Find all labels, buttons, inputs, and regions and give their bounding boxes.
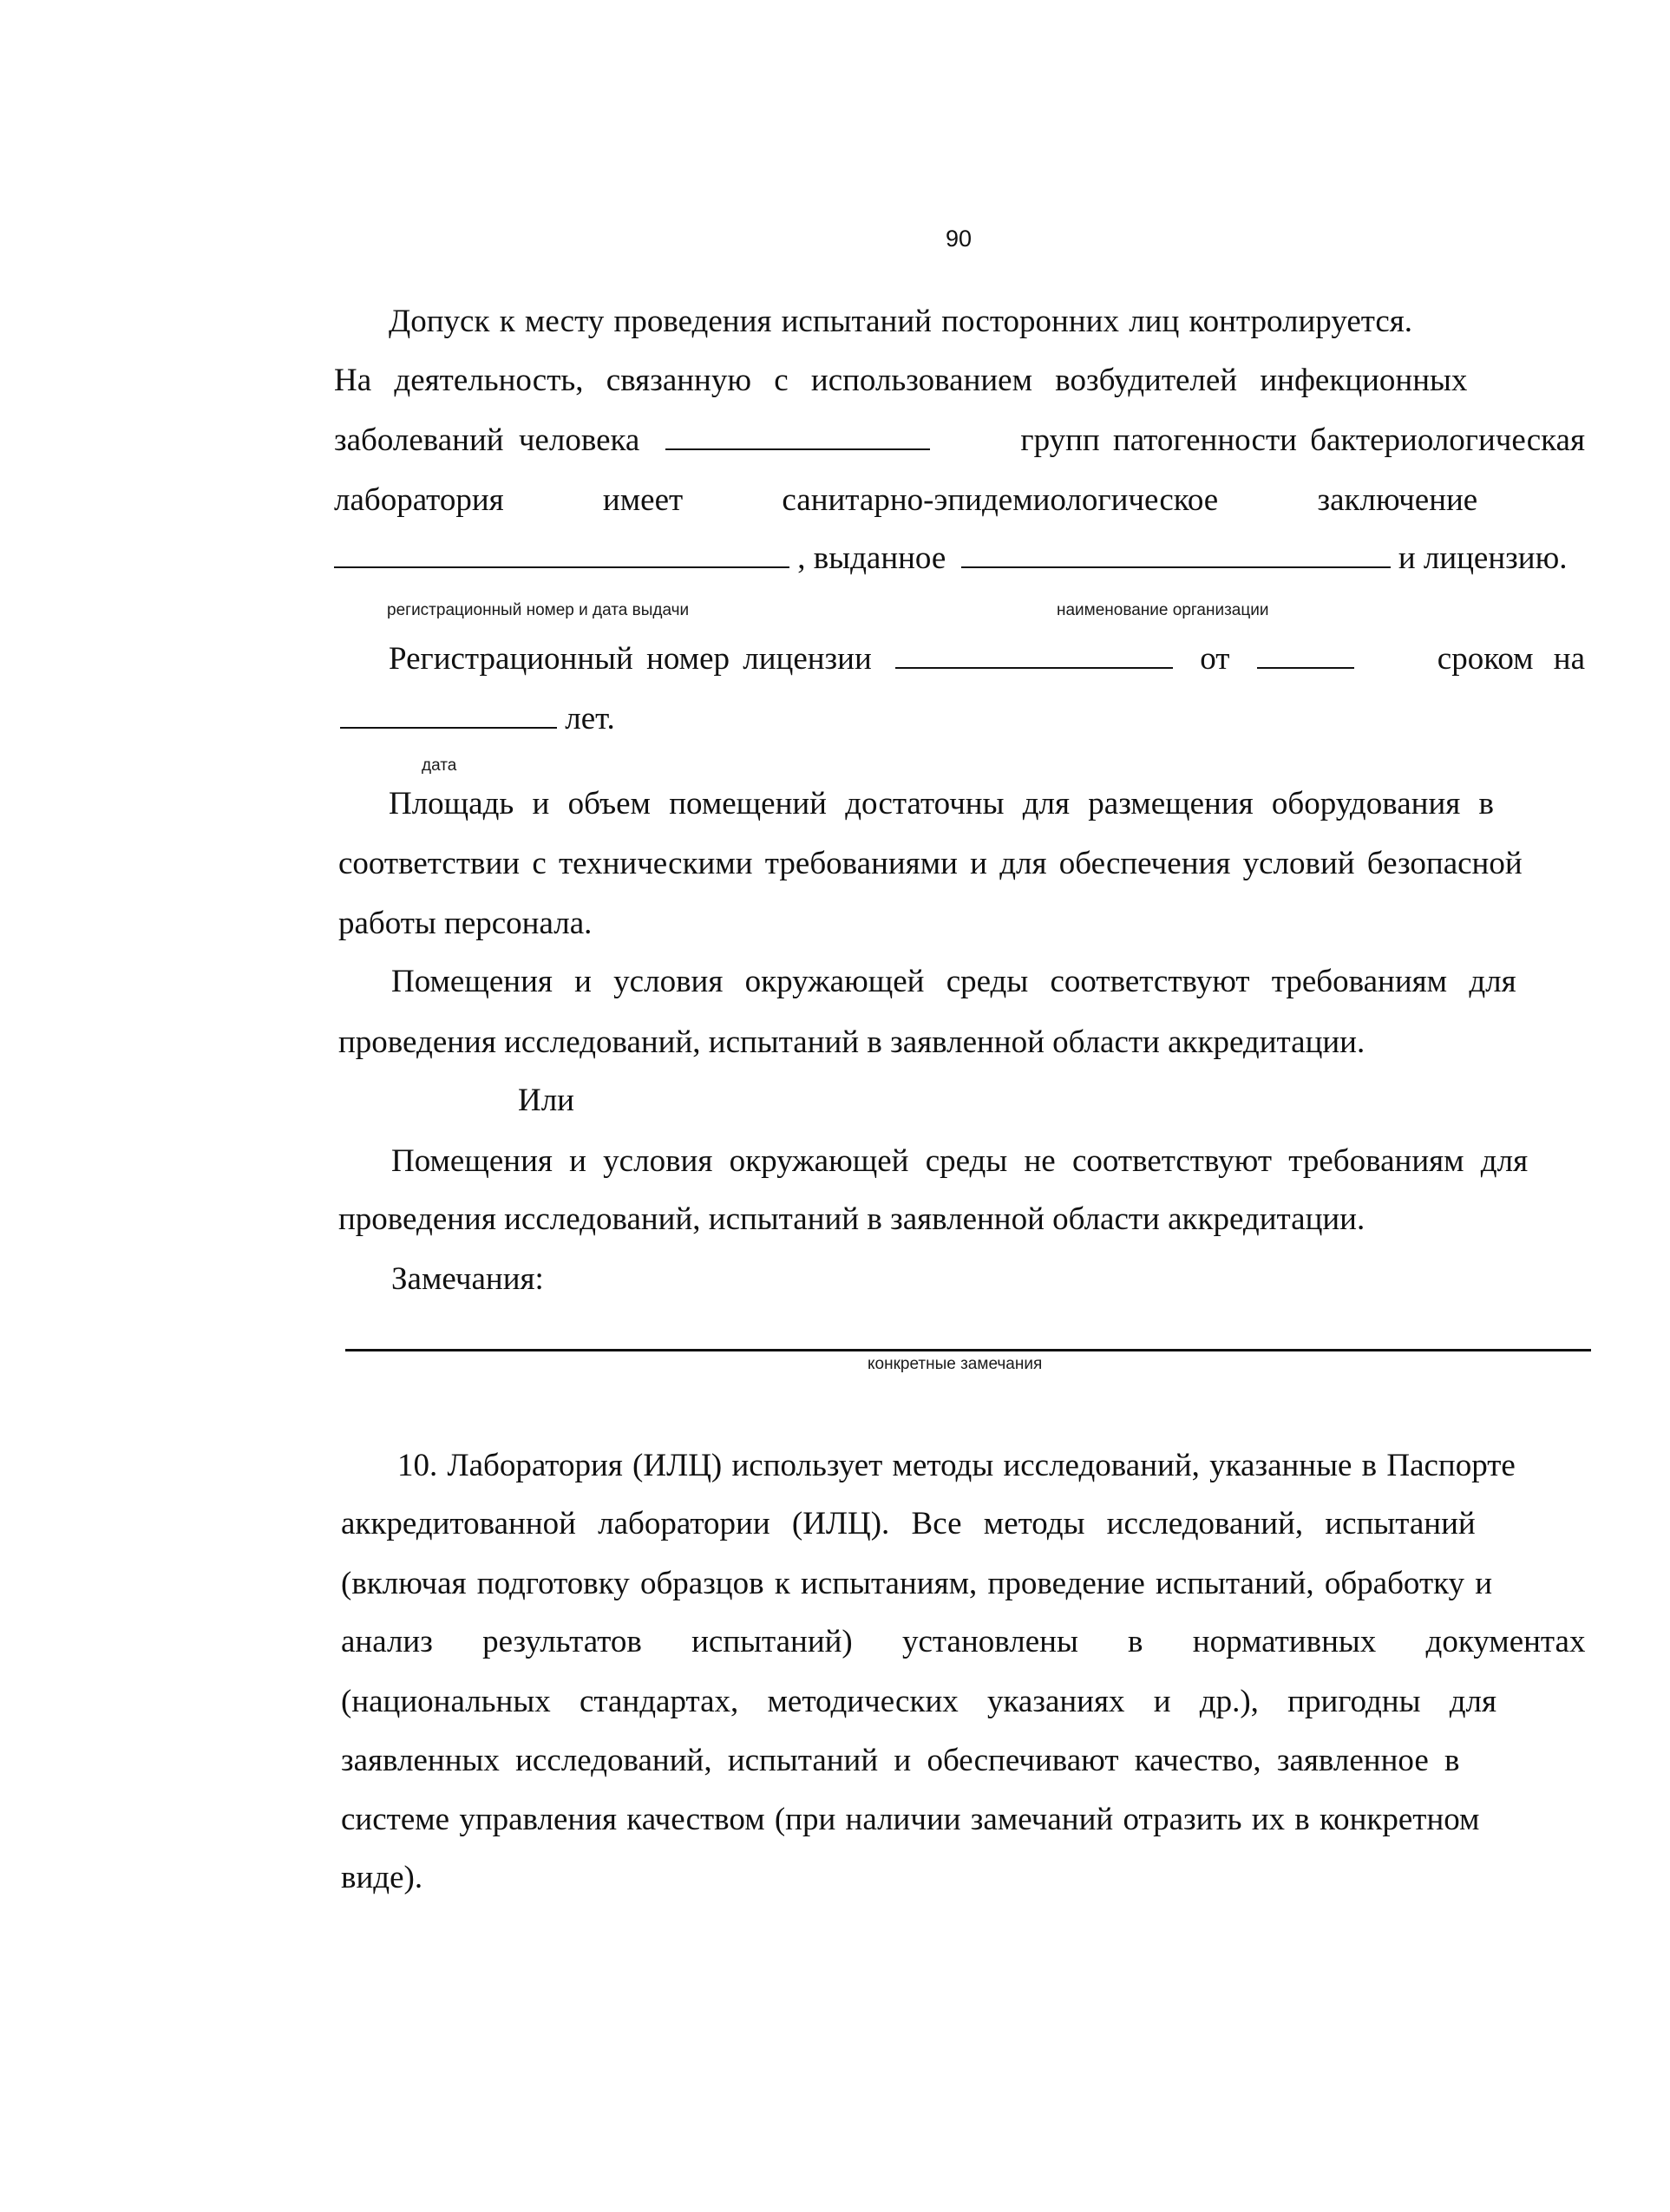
organization-name-blank — [961, 563, 1391, 568]
license-label: и лицензию. — [1398, 540, 1568, 576]
remarks-caption: конкретные замечания — [868, 1355, 1043, 1373]
remarks-rule — [345, 1349, 1591, 1351]
issued-by-label: , выданное — [797, 540, 946, 576]
years-label: лет. — [565, 701, 615, 736]
license-from-label: от — [1200, 641, 1230, 677]
premises-p3-line1: Помещения и условия окружающей среды не соответствуют требованиям для — [391, 1143, 1529, 1179]
license-number-label: Регистрационный номер лицензии — [389, 641, 872, 677]
registration-number-blank — [334, 563, 789, 568]
premises-p1-line2: соответствии с техническими требованиями и для обеспечения условий безопасной — [338, 846, 1523, 881]
years-line — [340, 703, 615, 735]
term-years-blank — [340, 723, 557, 729]
conclusion-line — [334, 484, 1585, 516]
section-10-line8: виде). — [341, 1860, 423, 1895]
page-number: 90 — [946, 226, 973, 252]
section-10-line1: 10. Лаборатория (ИЛЦ) использует методы исследований, указанные в Паспорте — [397, 1448, 1516, 1483]
organization-caption: наименование организации — [1057, 601, 1269, 619]
license-term-label: сроком на — [1437, 641, 1585, 677]
section-10-line4-text: анализ результатов испытаний) установлены в нормативных документах — [341, 1624, 1586, 1659]
date-caption: дата — [422, 756, 457, 775]
diseases-line-end: групп патогенности бактериологическая — [1020, 422, 1585, 458]
premises-p1-line3: работы персонала. — [338, 906, 593, 941]
activity-line: На деятельность, связанную с использованием возбудителей инфекционных — [334, 363, 1468, 398]
or-label: Или — [518, 1083, 574, 1118]
license-date-blank — [1257, 664, 1354, 669]
premises-p2-line2: проведения исследований, испытаний в заявленной области аккредитации. — [338, 1024, 1365, 1060]
premises-p1-line1 — [389, 788, 1585, 820]
premises-p1-line1-text: Площадь и объем помещений достаточны для размещения оборудования в — [389, 786, 1494, 821]
premises-p2-line1: Помещения и условия окружающей среды соответствуют требованиям для — [391, 964, 1516, 999]
section-10-line3: (включая подготовку образцов к испытаниям, проведение испытаний, обработку и — [341, 1566, 1493, 1601]
conclusion-line-text: лаборатория имеет санитарно-эпидемиологическое заключение — [334, 482, 1478, 518]
diseases-line-start: заболеваний человека — [334, 422, 640, 458]
remarks-label: Замечания: — [391, 1261, 544, 1297]
issued-line — [334, 542, 1585, 574]
section-10-line5: (национальных стандартах, методических указаниях и др.), пригодны для — [341, 1684, 1497, 1719]
pathogenicity-group-blank — [665, 445, 930, 450]
section-10-line2: аккредитованной лаборатории (ИЛЦ). Все методы исследований, испытаний — [341, 1506, 1476, 1541]
section-10-line7: системе управления качеством (при наличии замечаний отразить их в конкретном — [341, 1802, 1480, 1837]
premises-p3-line2: проведения исследований, испытаний в заявленной области аккредитации. — [338, 1201, 1365, 1237]
section-10-line4 — [341, 1626, 1588, 1658]
license-number-blank — [895, 664, 1173, 669]
registration-caption: регистрационный номер и дата выдачи — [387, 601, 690, 619]
section-10-line6: заявленных исследований, испытаний и обеспечивают качество, заявленное в — [341, 1743, 1460, 1778]
diseases-line — [334, 424, 1585, 456]
license-number-line — [389, 643, 1585, 675]
access-control-line: Допуск к месту проведения испытаний посторонних лиц контролируется. — [389, 304, 1413, 339]
